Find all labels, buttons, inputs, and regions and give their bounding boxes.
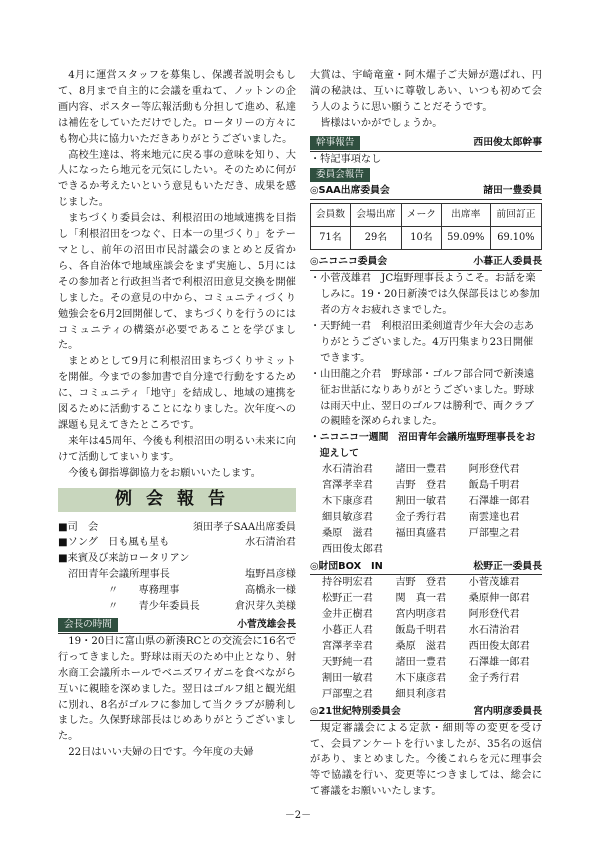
song-label: ■ソング 日も風も星も [58,537,170,549]
table-header: 会員数 [311,204,351,227]
member-name: 木下康彦君 [395,672,447,684]
left-column [58,68,296,761]
member-name: 戸部聖之君 [468,527,520,539]
niko-header [310,254,542,271]
body-paragraph: 大賞は、宇崎竜童・阿木燿子ご夫婦が選ばれ、円満の秘訣は、互いに尊敬しあい、いつも初めて会う人のように思い願うことだそうです。 [310,70,542,113]
saa-name: 諸田一豊委員 [483,185,542,197]
table-cell: 69.10% [490,227,541,250]
member-name: 諸田一豊君 [395,464,447,476]
secretary-text: ・特記事項なし [310,153,382,165]
member-name: 南雲達也君 [468,511,520,523]
president-time-tag: 会長の時間 [58,618,118,632]
list-item: ・小菅茂雄君 JC塩野理事長ようこそ。お話を楽しみに。19・20日新湊では久保部長はじめ参加者の方々お疲れさまでした。 [310,273,540,317]
member-name: 諸田一豊君 [395,657,447,668]
member-name: 西田俊太郎君 [322,543,384,555]
member-name: 金井正樹君 [322,609,373,621]
member-name: 石澤雄一郎君 [468,495,530,507]
member-name: 水石清治君 [468,625,520,637]
chair-label: ■司 会 [58,521,99,533]
member-name: 細貝利彦君 [395,688,447,700]
member-name: 石澤雄一郎君 [468,657,530,668]
niko-week-names [310,462,542,557]
c21-header [310,704,542,721]
table-header: メーク [401,204,441,227]
box-header [310,559,542,576]
member-name: 割田一敏君 [395,495,447,507]
saa-header [310,183,542,200]
member-name: 割田一敏君 [322,672,373,684]
niko-name: 小暮正人委員長 [473,256,542,268]
member-name: 持谷明宏君 [322,577,373,589]
member-name: 桑原伸一郎君 [468,593,530,605]
member-name: 吉野 登君 [395,480,447,492]
body-paragraph: まとめとして9月に利根沼田まちづくりサミットを開催。今までの参加書で自分達で行動をするために、コミュニティ「地守」を結成し、地域の連携を図るために活動することになりました。次年度への課題も見えてきたところです。 [58,356,296,431]
body-paragraph: 4月に運営スタッフを募集し、保護者説明会もして、8月まで自主的に会議を重ねて、ノットンの企画内容、ポスター等広報活動も分担して進め、私達は補佐をしていただけでした。ロータリーの方々にも物心共に協力いただきありがとうございました。 [58,70,296,145]
president-name: 小菅茂雄会長 [237,619,296,630]
committee-header [310,168,542,182]
member-name: 福田真盛君 [395,527,447,539]
table-cell: 10名 [401,227,441,250]
member-name: 水石清治君 [322,464,373,476]
body-paragraph: まちづくり委員会は、利根沼田の地域連携を目指し「利根沼田をつなぐ、日本一の里づくり」をテーマとし、前年の沼田市民討議会のまとめと反省から、各自治体で地域座談会をまず実施し、5月にはその参加者と行政担当者で利根沼田意見交換を開催しました。その意見の中から、コミュニティづくり勉強会を6月2回開催して、まちづくりを行うのにはコミュニティの構築が必要であることを学びました。 [58,213,296,352]
body-paragraph: 高校生達は、将来地元に戻る事の意味を知り、大人になったら地元を元気にしたい。そのために何ができるか考えたいという意見もいただき、成果を感じました。 [58,149,296,209]
guest-name: 倉沢芽久美様 [234,601,296,613]
list-item: ・天野純一君 利根沼田柔剣道青少年大会の志ありがとうございました。4万円集まり23日開催できます。 [310,320,535,364]
list-item: ・山田龍之介君 野球部・ゴルフ部合同で新湊遠征お世話になりありがとうございました。野球は雨天中止、翌日のゴルフは勝利で、両クラブの親睦を深められました。 [310,368,535,428]
guest-name: 高橋永一様 [245,585,296,597]
c21-title: ◎21世紀特別委員会 [310,705,401,717]
member-name: 金子秀行君 [395,511,447,523]
page-number: －2－ [284,810,312,821]
guest-name: 塩野昌彦様 [245,569,296,581]
table-header: 会場出席 [350,204,401,227]
right-column [310,68,542,800]
member-name: 飯島千明君 [468,480,520,492]
member-name: 天野純一君 [322,657,373,668]
member-name: 松野正一君 [322,593,373,605]
attendance-table [310,203,542,250]
secretary-name: 西田俊太郎幹事 [473,136,542,148]
meeting-report-banner: 例会報告 [58,488,296,512]
table-header: 出席率 [441,204,490,227]
member-name: 木下康彦君 [322,495,373,507]
member-name: 吉野 登君 [395,577,447,589]
committee-report-tag: 委員会報告 [310,168,370,182]
body-paragraph: 22日はいい夫婦の日です。今年度の夫婦 [68,747,254,759]
guests-title: ■来賓及び来訪ロータリアン [58,553,190,565]
member-name: 桑原 滋君 [395,641,447,653]
member-name: 宮澤孝幸君 [322,641,373,653]
table-cell: 29名 [350,227,401,250]
guest-role: 沼田青年会議所理事長 [68,569,170,581]
body-paragraph: 皆様はいかがでしょうか。 [320,117,443,129]
box-names [310,575,542,702]
guest-role: 〃 専務理事 [108,585,180,597]
song-value: 水石清治君 [245,537,296,549]
body-paragraph: 今後も御指導御協力をお願いいたします。 [68,467,261,479]
table-cell: 59.09% [441,227,490,250]
box-title: ◎財団BOX IN [310,560,383,572]
member-name: 桑原 滋君 [322,527,373,539]
guest-row [58,583,296,599]
member-name: 阿形登代君 [468,609,520,621]
table-header: 前回訂正 [490,204,541,227]
member-name: 宮内明彦君 [395,609,447,621]
member-name: 金子秀行君 [468,672,520,684]
niko-title: ◎ニコニコ委員会 [310,256,388,268]
member-name: 小菅茂雄君 [468,577,520,589]
guest-row [58,567,296,583]
member-name: 西田俊太郎君 [468,641,530,653]
secretary-report-tag: 幹事報告 [310,136,360,150]
saa-title: ◎SAA出席委員会 [310,185,390,197]
box-name: 松野正一委員長 [473,560,542,572]
member-name: 戸部聖之君 [322,688,373,700]
guest-role: 〃 青少年委員長 [108,601,200,613]
body-paragraph: 規定審議会による定款・細則等の変更を受けて、会員アンケートを行いましたが、35名の返信があり、まとめました。今後これらを元に理事会等で協議を行い、変更等につきましては、総会にて審議をお願いいたします。 [310,722,542,798]
song-row [58,535,296,551]
member-name: 飯島千明君 [395,625,447,637]
niko-week-title: ・ニコニコ一週間 沼田青年会議所塩野理事長をお迎えして [310,432,536,460]
body-paragraph: 来年は45周年、今後も利根沼田の明るい未来に向けて活動してまいります。 [58,435,296,463]
member-name: 細貝敏彦君 [322,511,373,523]
member-name: 阿形登代君 [468,464,520,476]
c21-name: 宮内明彦委員長 [473,705,542,717]
chair-row [58,520,296,536]
secretary-header [310,135,542,152]
member-name: 小暮正人君 [322,625,373,637]
president-header [58,617,296,634]
member-name: 関 真一君 [395,593,447,605]
member-name: 宮澤孝幸君 [322,480,373,492]
body-paragraph: 19・20日に富山県の新湊RCとの交流会に16名で行ってきました。野球は雨天のため中止となり、射水商工会議所ホールでベニズワイガニを食べながら互いに親睦を深めました。翌日はゴルフ組と観光組に別れ、8名がゴルフに参加して当クラブが勝利しました。久保野球部長はじめありがとうございました。 [58,635,296,743]
table-cell: 71名 [311,227,351,250]
guest-row [58,599,296,615]
chair-value: 須田孝子SAA出席委員 [192,521,296,533]
